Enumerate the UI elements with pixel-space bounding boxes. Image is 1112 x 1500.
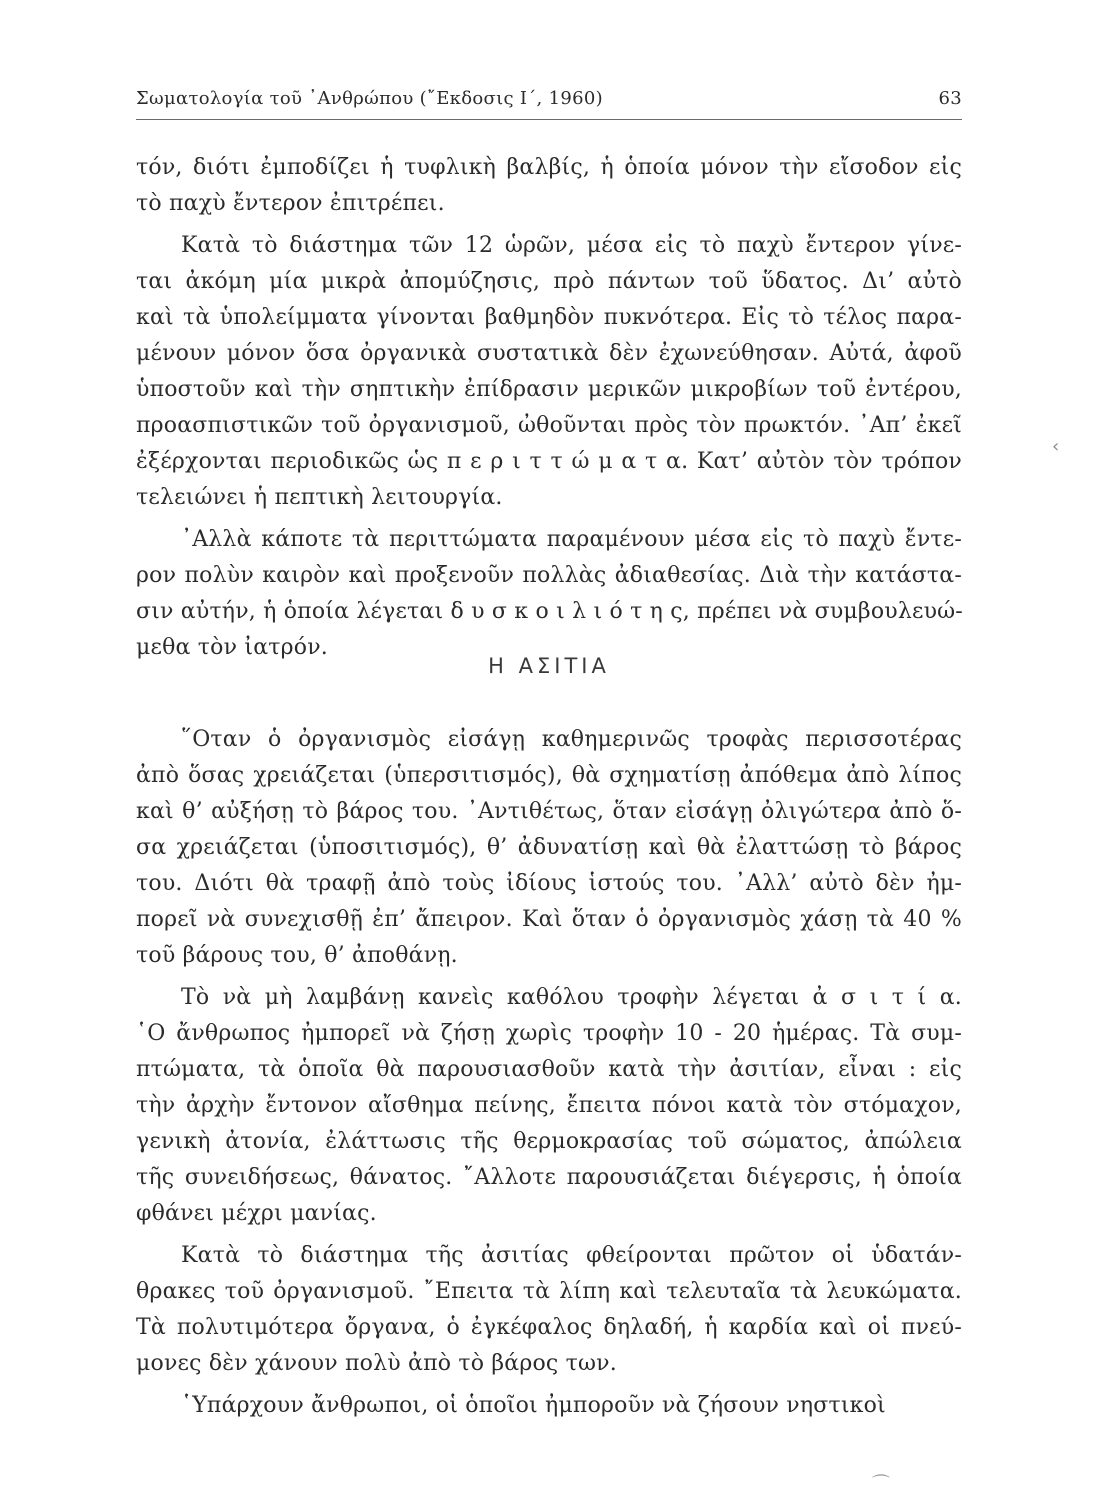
text-line: πορεῖ νὰ συνεχισθῇ ἐπ’ ἄπειρον. Καὶ ὅταν ὁ ὀργανισμὸς χάσῃ τὰ 40 %	[136, 907, 962, 932]
scan-mark: ⌒	[872, 1474, 890, 1495]
text-line: τὴν ἀρχὴν ἔντονον αἴσθημα πείνης, ἔπειτα πόνοι κατὰ τὸν στόμαχον,	[136, 1093, 962, 1118]
text-line: ὑποστοῦν καὶ τὴν σηπτικὴν ἐπίδρασιν μερικῶν μικροβίων τοῦ ἐντέρου,	[136, 377, 962, 402]
text-line: του. Διότι θὰ τραφῇ ἀπὸ τοὺς ἰδίους ἱστούς του. ᾿Αλλ’ αὐτὸ δὲν ἠμ-	[136, 871, 962, 896]
text-line: ῾Υπάρχουν ἄνθρωποι, οἱ ὁποῖοι ἠμποροῦν νὰ ζήσουν νηστικοὶ	[181, 1393, 886, 1418]
text-line: μεθα τὸν ἰατρόν.	[136, 635, 328, 660]
text-line: πτώματα, τὰ ὁποῖα θὰ παρουσιασθοῦν κατὰ τὴν ἀσιτίαν, εἶναι : εἰς	[136, 1057, 962, 1082]
page-number: 63	[938, 88, 962, 109]
text-line: μένουν μόνον ὅσα ὀργανικὰ συστατικὰ δὲν ἐχωνεύθησαν. Αὐτά, ἀφοῦ	[136, 341, 962, 366]
text-line: θρακες τοῦ ὀργανισμοῦ. ῎Επειτα τὰ λίπη καὶ τελευταῖα τὰ λευκώματα.	[136, 1279, 962, 1304]
text-line: ἀπὸ ὅσας χρειάζεται (ὑπερσιτισμός), θὰ σχηματίσῃ ἀπόθεμα ἀπὸ λίπος	[136, 763, 962, 788]
text-line: ᾿Αλλὰ κάποτε τὰ περιττώματα παραμένουν μέσα εἰς τὸ παχὺ ἔντε-	[181, 527, 962, 552]
text-line: Τὸ νὰ μὴ λαμβάνῃ κανεὶς καθόλου τροφὴν λέγεται ἀ σ ι τ ί α.	[181, 985, 962, 1010]
text-line: ρον πολὺν καιρὸν καὶ προξενοῦν πολλὰς ἀδιαθεσίας. Διὰ τὴν κατάστα-	[136, 563, 962, 588]
text-line: τῆς συνειδήσεως, θάνατος. ῎Αλλοτε παρουσιάζεται διέγερσις, ἡ ὁποία	[136, 1165, 962, 1190]
text-line: τὸ παχὺ ἔντερον ἐπιτρέπει.	[136, 191, 445, 216]
text-line: ἐξέρχονται περιοδικῶς ὡς π ε ρ ι τ τ ώ μ α τ α. Κατ’ αὐτὸν τὸν τρόπον	[136, 449, 962, 474]
text-line: Κατὰ τὸ διάστημα τῶν 12 ὡρῶν, μέσα εἰς τὸ παχὺ ἔντερον γίνε-	[181, 233, 962, 258]
text-line: φθάνει μέχρι μανίας.	[136, 1201, 377, 1226]
text-line: καὶ θ’ αὐξήσῃ τὸ βάρος του. ᾿Αντιθέτως, ὅταν εἰσάγῃ ὀλιγώτερα ἀπὸ ὅ-	[136, 799, 962, 824]
text-line: καὶ τὰ ὑπολείμματα γίνονται βαθμηδὸν πυκνότερα. Εἰς τὸ τέλος παρα-	[136, 305, 962, 330]
text-line: τόν, διότι ἐμποδίζει ἡ τυφλικὴ βαλβίς, ἡ ὁποία μόνον τὴν εἴσοδον εἰς	[136, 155, 962, 180]
text-line: προασπιστικῶν τοῦ ὀργανισμοῦ, ὠθοῦνται πρὸς τὸν πρωκτόν. ᾿Απ’ ἐκεῖ	[136, 413, 962, 438]
text-line: ῾Ο ἄνθρωπος ἠμπορεῖ νὰ ζήσῃ χωρὶς τροφὴν 10 - 20 ἡμέρας. Τὰ συμ-	[136, 1021, 962, 1046]
text-line: ῞Οταν ὁ ὀργανισμὸς εἰσάγῃ καθημερινῶς τροφὰς περισσοτέρας	[181, 727, 962, 752]
header-rule	[136, 119, 962, 120]
text-line: σα χρειάζεται (ὑποσιτισμός), θ’ ἀδυνατίσῃ καὶ θὰ ἐλαττώσῃ τὸ βάρος	[136, 835, 962, 860]
running-header	[136, 88, 962, 118]
section-heading: Η ΑΣΙΤΙΑ	[488, 654, 610, 678]
running-header-title: Σωματολογία τοῦ ᾿Ανθρώπου (῎Εκδοσις Ι΄, 1960)	[136, 88, 603, 109]
text-line: γενικὴ ἀτονία, ἐλάττωσις τῆς θερμοκρασίας τοῦ σώματος, ἀπώλεια	[136, 1129, 962, 1154]
text-line: ται ἀκόμη μία μικρὰ ἀπομύζησις, πρὸ πάντων τοῦ ὕδατος. Δι’ αὐτὸ	[136, 269, 962, 294]
text-line: Κατὰ τὸ διάστημα τῆς ἀσιτίας φθείρονται πρῶτον οἱ ὑδατάν-	[181, 1243, 962, 1268]
scan-mark: ‹	[1052, 436, 1060, 457]
text-line: σιν αὐτήν, ἡ ὁποία λέγεται δ υ σ κ ο ι λ ι ό τ η ς, πρέπει νὰ συμβουλευώ-	[136, 599, 963, 624]
text-line: τελειώνει ἡ πεπτικὴ λειτουργία.	[136, 485, 503, 510]
text-line: μονες δὲν χάνουν πολὺ ἀπὸ τὸ βάρος των.	[136, 1351, 617, 1376]
text-line: τοῦ βάρους του, θ’ ἀποθάνῃ.	[136, 943, 458, 968]
text-line: Τὰ πολυτιμότερα ὄργανα, ὁ ἐγκέφαλος δηλαδή, ἡ καρδία καὶ οἱ πνεύ-	[136, 1315, 962, 1340]
